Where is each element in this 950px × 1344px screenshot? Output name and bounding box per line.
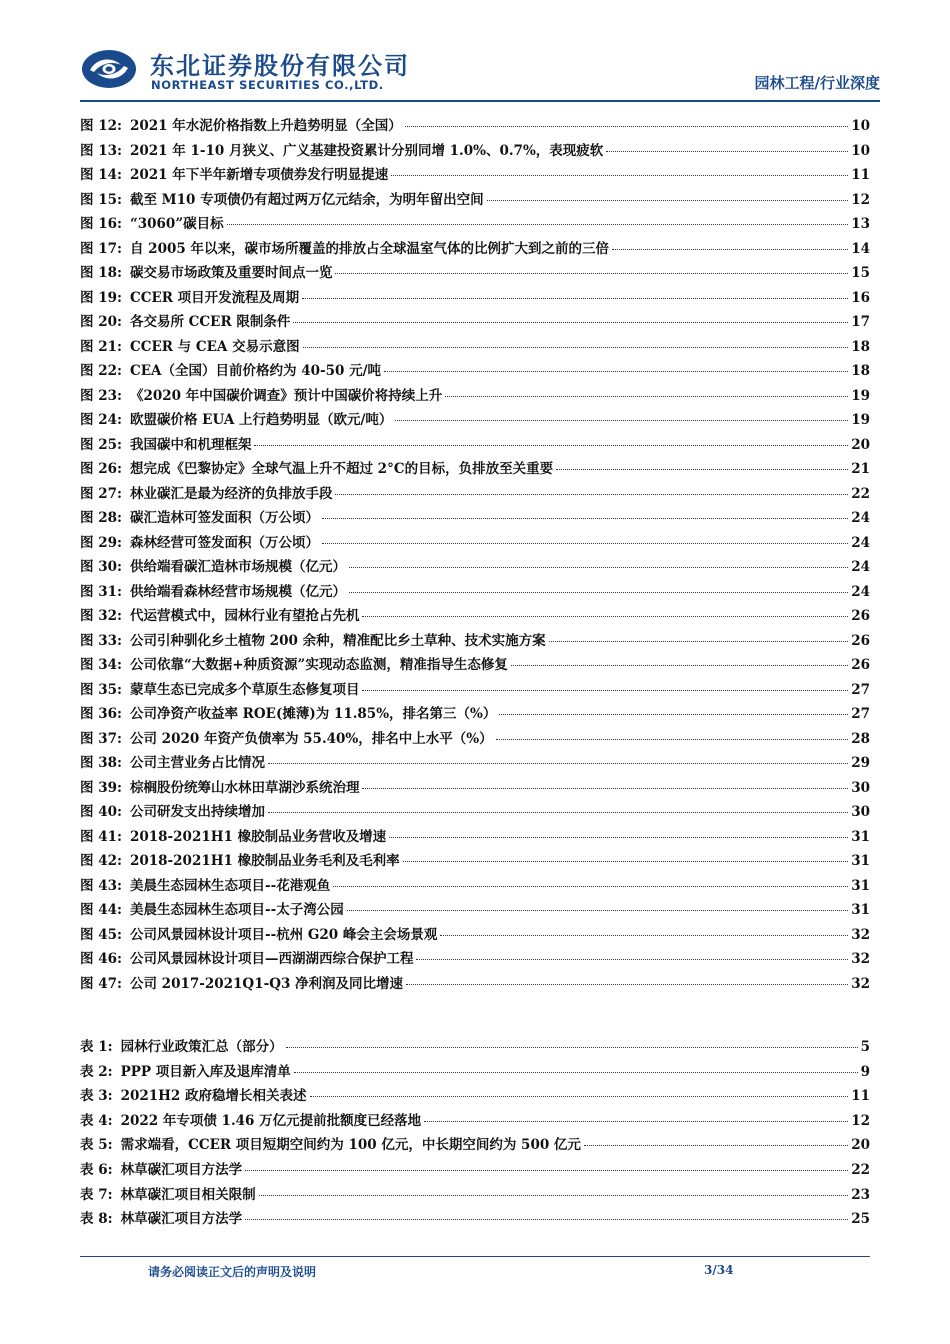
toc-dot-leader [293,322,848,323]
toc-entry-title: 《2020 年中国碳价调查》预计中国碳价将持续上升 [129,387,443,404]
toc-entry-title: 林草碳汇项目方法学 [120,1161,243,1178]
toc-entry-title: 自 2005 年以来，碳市场所覆盖的排放占全球温室气体的比例扩大到之前的三倍 [129,240,609,257]
toc-dot-leader [349,567,848,568]
figure-entry[interactable] [80,972,870,997]
toc-entry-title: 林业碳汇是最为经济的负排放手段 [129,485,333,502]
toc-entry-page: 21 [851,461,870,477]
toc-entry-title: 公司主营业务占比情况 [129,755,265,771]
figure-entry[interactable] [80,433,870,458]
toc-entry-label: 图 37: [80,730,122,747]
figure-entry[interactable] [80,702,870,727]
toc-entry-label: 图 46: [80,951,122,967]
toc-entry-label: 图 44: [80,902,122,918]
figure-entry[interactable] [80,800,870,825]
figure-entry[interactable] [80,727,870,752]
toc-dot-leader [349,592,848,593]
toc-dot-leader [391,175,848,176]
figure-entry[interactable] [80,212,870,237]
toc-entry-page: 29 [851,755,870,771]
figure-entry[interactable] [80,384,870,409]
toc-entry-title: 2021 年下半年新增专项债券发行明显提速 [129,167,389,183]
toc-entry-label: 表 4: [80,1112,113,1129]
toc-entry-label: 图 22: [80,363,122,379]
toc-entry-title: 美晨生态园林生态项目--花港观鱼 [129,877,331,894]
company-name-chinese: 东北证券股份有限公司 [150,52,410,80]
toc-dot-leader [227,224,849,225]
toc-entry-page: 27 [851,706,870,722]
toc-entry-page: 31 [851,877,870,894]
toc-entry-page: 24 [851,534,870,551]
table-entry[interactable] [80,1060,870,1085]
toc-dot-leader [333,886,848,887]
toc-entry-label: 图 14: [80,167,122,183]
toc-dot-leader [303,347,849,348]
toc-entry-label: 图 47: [80,975,122,992]
toc-entry-title: 园林行业政策汇总（部分） [120,1039,283,1055]
toc-entry-label: 表 8: [80,1211,113,1228]
toc-entry-title: 供给端看森林经营市场规模（亿元） [129,583,346,600]
company-name-english: NORTHEAST SECURITIES CO.,LTD. [151,78,384,92]
toc-entry-page: 10 [851,142,870,159]
figure-entry[interactable] [80,237,870,262]
toc-dot-leader [549,641,849,642]
toc-entry-title: PPP 项目新入库及退库清单 [120,1063,291,1080]
toc-entry-label: 图 32: [80,608,122,624]
toc-entry-label: 图 17: [80,240,122,257]
toc-entry-page: 24 [851,559,870,575]
toc-entry-title: 棕榈股份统筹山水林田草湖沙系统治理 [129,779,360,796]
figure-entry[interactable] [80,555,870,580]
toc-entry-page: 32 [851,926,870,943]
figure-entry[interactable] [80,776,870,801]
toc-entry-label: 图 26: [80,461,122,477]
figure-entry[interactable] [80,825,870,850]
toc-dot-leader [322,543,848,544]
toc-dot-leader [424,1121,848,1122]
footer-disclaimer: 请务必阅读正文后的声明及说明 [148,1265,317,1279]
toc-entry-title: 供给端看碳汇造林市场规模（亿元） [129,559,346,575]
toc-entry-page: 26 [851,608,870,624]
toc-entry-label: 图 27: [80,485,122,502]
figure-index [80,114,870,996]
toc-entry-label: 表 1: [80,1039,113,1055]
toc-entry-title: 2021 年 1-10 月狭义、广义基建投资累计分别同增 1.0%、0.7%，表现疲软 [129,142,604,159]
figure-entry[interactable] [80,286,870,311]
toc-entry-page: 32 [851,975,870,992]
table-entry[interactable] [80,1207,870,1232]
table-entry[interactable] [80,1133,870,1158]
toc-entry-page: 30 [851,779,870,796]
toc-entry-title: 公司研发支出持续增加 [129,804,265,820]
toc-entry-title: 林草碳汇项目相关限制 [120,1186,256,1203]
toc-entry-page: 18 [851,363,870,379]
toc-entry-title: 各交易所 CCER 限制条件 [129,314,291,330]
toc-entry-label: 图 12: [80,118,122,134]
toc-entry-page: 23 [851,1186,870,1203]
figure-entry[interactable] [80,580,870,605]
toc-entry-page: 13 [851,216,870,232]
toc-entry-title: 蒙草生态已完成多个草原生态修复项目 [129,681,360,698]
company-logo-icon [80,48,138,90]
toc-entry-label: 图 15: [80,191,122,208]
toc-dot-leader [395,420,848,421]
toc-entry-title: 美晨生态园林生态项目--太子湾公园 [129,902,344,918]
toc-entry-title: 2018-2021H1 橡胶制品业务营收及增速 [129,828,387,845]
toc-entry-title: 2022 年专项债 1.46 万亿元提前批额度已经落地 [120,1112,422,1129]
toc-entry-title: 2018-2021H1 橡胶制品业务毛利及毛利率 [129,853,400,869]
figure-entry[interactable] [80,457,870,482]
toc-dot-leader [416,959,848,960]
toc-entry-label: 图 39: [80,779,122,796]
report-category: 园林工程/行业深度 [754,74,880,92]
toc-dot-leader [286,1047,858,1048]
toc-entry-title: 碳汇造林可签发面积（万公顷） [129,510,319,526]
toc-dot-leader [245,1219,848,1220]
toc-entry-page: 22 [851,485,870,502]
toc-entry-title: 欧盟碳价格 EUA 上行趋势明显（欧元/吨） [129,412,393,428]
toc-entry-title: 森林经营可签发面积（万公顷） [129,534,319,551]
figure-entry[interactable] [80,114,870,139]
toc-entry-page: 11 [851,167,870,183]
toc-dot-leader [511,665,848,666]
toc-dot-leader [362,616,848,617]
page-header [0,0,950,110]
figure-entry[interactable] [80,947,870,972]
figure-entry[interactable] [80,482,870,507]
toc-entry-page: 19 [851,412,870,428]
footer-divider [80,1256,870,1257]
toc-dot-leader [445,396,848,397]
toc-entry-page: 27 [851,681,870,698]
figure-entry[interactable] [80,139,870,164]
toc-entry-label: 图 23: [80,387,122,404]
table-entry[interactable] [80,1109,870,1134]
toc-entry-page: 28 [851,730,870,747]
toc-dot-leader [335,494,848,495]
toc-entry-label: 图 34: [80,657,122,673]
toc-entry-label: 图 30: [80,559,122,575]
toc-entry-page: 12 [851,191,870,208]
figure-entry[interactable] [80,653,870,678]
toc-dot-leader [302,298,848,299]
toc-entry-label: 图 20: [80,314,122,330]
toc-entry-title: 公司引种驯化乡土植物 200 余种，精准配比乡土草种、技术实施方案 [129,632,546,649]
toc-dot-leader [268,812,848,813]
toc-dot-leader [606,151,848,152]
toc-entry-page: 15 [851,265,870,281]
toc-entry-title: 公司净资产收益率 ROE(摊薄)为 11.85%，排名第三（%） [129,706,497,722]
toc-entry-label: 表 2: [80,1063,113,1080]
toc-dot-leader [294,1072,858,1073]
figure-entry[interactable] [80,163,870,188]
toc-entry-title: 公司风景园林设计项目—西湖湖西综合保护工程 [129,951,414,967]
toc-entry-page: 30 [851,804,870,820]
toc-entry-page: 22 [851,1161,870,1178]
toc-entry-label: 表 6: [80,1161,113,1178]
toc-entry-page: 12 [851,1112,870,1129]
toc-dot-leader [406,984,848,985]
toc-dot-leader [259,1195,849,1196]
toc-entry-page: 20 [851,1137,870,1154]
toc-dot-leader [245,1170,848,1171]
toc-entry-title: 公司依靠“大数据+种质资源”实现动态监测，精准指导生态修复 [129,657,508,673]
toc-entry-title: CCER 项目开发流程及周期 [129,289,300,306]
toc-entry-title: CEA（全国）目前价格约为 40-50 元/吨 [129,363,381,379]
toc-entry-label: 图 33: [80,632,122,649]
toc-entry-label: 表 7: [80,1186,113,1203]
figure-entry[interactable] [80,188,870,213]
toc-entry-label: 图 29: [80,534,122,551]
figure-entry[interactable] [80,874,870,899]
toc-entry-label: 图 43: [80,877,122,894]
toc-dot-leader [362,788,848,789]
toc-entry-label: 图 42: [80,853,122,869]
figure-entry[interactable] [80,678,870,703]
figure-entry[interactable] [80,604,870,629]
toc-entry-page: 31 [851,853,870,869]
table-entry[interactable] [80,1084,870,1109]
toc-entry-page: 17 [851,314,870,330]
toc-entry-label: 图 36: [80,706,122,722]
toc-entry-label: 图 16: [80,216,122,232]
table-entry[interactable] [80,1183,870,1208]
figure-entry[interactable] [80,408,870,433]
toc-entry-page: 31 [851,828,870,845]
toc-entry-title: 2021 年水泥价格指数上升趋势明显（全国） [129,118,402,134]
toc-entry-label: 表 3: [80,1088,113,1105]
toc-entry-label: 图 45: [80,926,122,943]
toc-entry-title: 我国碳中和机理框架 [129,436,252,453]
toc-entry-title: 公司 2020 年资产负债率为 55.40%，排名中上水平（%） [129,730,493,747]
toc-entry-page: 25 [851,1211,870,1228]
toc-entry-page: 16 [851,289,870,306]
toc-entry-page: 10 [851,118,870,134]
toc-entry-page: 20 [851,436,870,453]
toc-dot-leader [499,714,848,715]
figure-entry[interactable] [80,751,870,776]
toc-entry-title: 林草碳汇项目方法学 [120,1211,243,1228]
toc-entry-page: 32 [851,951,870,967]
toc-entry-page: 19 [851,387,870,404]
toc-entry-title: 截至 M10 专项债仍有超过两万亿元结余，为明年留出空间 [129,191,484,208]
header-divider [80,100,880,102]
toc-entry-title: 想完成《巴黎协定》全球气温上升不超过 2°C的目标，负排放至关重要 [129,461,554,477]
toc-dot-leader [322,518,848,519]
toc-entry-title: 2021H2 政府稳增长相关表述 [120,1088,307,1105]
figure-entry[interactable] [80,629,870,654]
toc-dot-leader [254,445,848,446]
toc-entry-page: 5 [860,1039,870,1055]
figure-entry[interactable] [80,849,870,874]
toc-entry-label: 图 25: [80,436,122,453]
toc-entry-label: 图 24: [80,412,122,428]
toc-entry-label: 图 19: [80,289,122,306]
toc-entry-page: 26 [851,657,870,673]
toc-entry-label: 图 31: [80,583,122,600]
toc-entry-page: 11 [851,1088,870,1105]
toc-entry-title: 碳交易市场政策及重要时间点一览 [129,265,333,281]
toc-entry-title: 公司 2017-2021Q1-Q3 净利润及同比增速 [129,975,404,992]
toc-dot-leader [335,273,848,274]
toc-dot-leader [612,249,848,250]
figure-entry[interactable] [80,261,870,286]
toc-dot-leader [440,935,848,936]
toc-entry-label: 表 5: [80,1137,113,1154]
figure-entry[interactable] [80,531,870,556]
toc-dot-leader [310,1096,849,1097]
toc-entry-title: CCER 与 CEA 交易示意图 [129,338,300,355]
page-number: 3/34 [704,1263,734,1277]
figure-entry[interactable] [80,359,870,384]
figure-entry[interactable] [80,506,870,531]
toc-entry-page: 18 [851,338,870,355]
toc-dot-leader [389,837,848,838]
toc-entry-page: 24 [851,583,870,600]
toc-entry-title: 需求端看，CCER 项目短期空间约为 100 亿元，中长期空间约为 500 亿元 [120,1137,581,1154]
toc-entry-page: 14 [851,240,870,257]
toc-dot-leader [405,126,848,127]
toc-entry-title: “3060”碳目标 [129,216,224,232]
toc-dot-leader [487,200,849,201]
toc-dot-leader [556,469,848,470]
toc-dot-leader [268,763,848,764]
toc-entry-label: 图 13: [80,142,122,159]
toc-entry-label: 图 38: [80,755,122,771]
toc-dot-leader [384,371,848,372]
toc-entry-label: 图 41: [80,828,122,845]
toc-dot-leader [403,861,849,862]
toc-dot-leader [347,910,849,911]
toc-entry-label: 图 40: [80,804,122,820]
toc-entry-title: 代运营模式中，园林行业有望抢占先机 [129,608,360,624]
figure-entry[interactable] [80,335,870,360]
table-index [80,1035,870,1232]
toc-dot-leader [362,690,848,691]
toc-entry-label: 图 21: [80,338,122,355]
toc-entry-page: 24 [851,510,870,526]
table-entry[interactable] [80,1035,870,1060]
figure-entry[interactable] [80,923,870,948]
toc-entry-label: 图 28: [80,510,122,526]
toc-entry-label: 图 35: [80,681,122,698]
toc-dot-leader [496,739,849,740]
toc-entry-label: 图 18: [80,265,122,281]
toc-entry-page: 9 [860,1063,870,1080]
toc-entry-title: 公司风景园林设计项目--杭州 G20 峰会主会场景观 [129,926,438,943]
figure-entry[interactable] [80,898,870,923]
toc-dot-leader [584,1145,848,1146]
table-entry[interactable] [80,1158,870,1183]
toc-entry-page: 26 [851,632,870,649]
figure-entry[interactable] [80,310,870,335]
toc-entry-page: 31 [851,902,870,918]
